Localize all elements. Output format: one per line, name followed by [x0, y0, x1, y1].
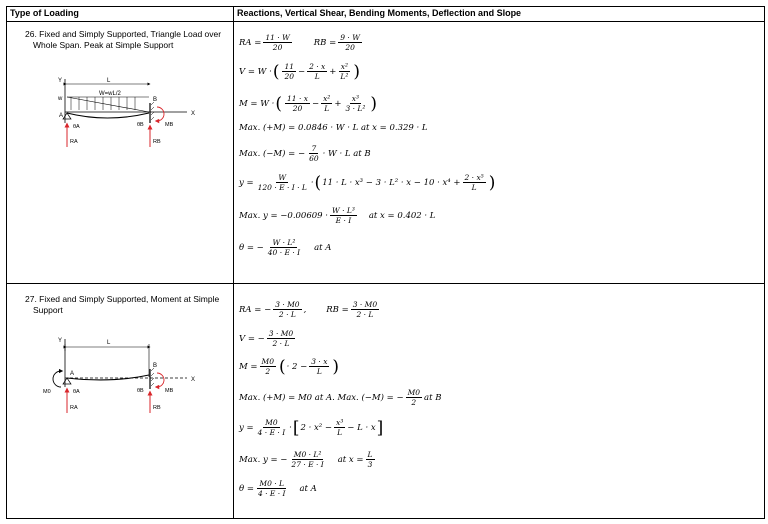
- y-lhs: y =: [239, 422, 254, 433]
- y-body: 11 · L · x³ − 3 · L² · x − 10 · x⁴ +: [322, 177, 461, 188]
- maxm-den: 2: [411, 398, 417, 407]
- maxy-mid: at x =: [337, 454, 364, 465]
- m-op2: +: [334, 98, 342, 109]
- m-lhs: M = W ·: [239, 98, 275, 109]
- rb-den: 2 · L: [356, 310, 374, 319]
- eq-max-moment: [239, 388, 441, 407]
- rb-lhs: RB =: [326, 304, 349, 315]
- ra-fraction: [273, 300, 301, 319]
- m-n2: x²: [323, 94, 331, 103]
- v-d2: L: [314, 72, 320, 81]
- theta-frac: [256, 479, 288, 498]
- m-lhs: M =: [239, 361, 258, 372]
- maxy-den: E · I: [335, 216, 352, 225]
- m-d2: L: [324, 104, 330, 113]
- ra-lhs: RA =: [239, 37, 262, 48]
- label-w: w: [58, 96, 63, 102]
- maxy-num: M0 · L²: [293, 450, 322, 459]
- label-a: A: [59, 113, 64, 119]
- label-mb: MB: [165, 388, 174, 394]
- m-frac: [260, 357, 276, 376]
- y-frac: [256, 173, 309, 192]
- maxy-num: W · L³: [331, 206, 355, 215]
- theta-num: W · L²: [272, 238, 296, 247]
- y-d2: L: [337, 428, 343, 437]
- v-d3: L²: [340, 72, 349, 81]
- maxpos-text: Max. (+M) = 0.0846 · W · L at x = 0.329 · L: [239, 123, 428, 133]
- ra-num: 3 · M0: [275, 300, 300, 309]
- case-27-title-line1: 27. Fixed and Simply Supported, Moment at Simple: [25, 294, 220, 304]
- v-n1: 11: [284, 62, 294, 71]
- theta-den: 4 · E · I: [257, 489, 286, 498]
- maxm-text: Max. (+M) = M0 at A. Max. (−M) = −: [239, 392, 404, 403]
- label-y: Y: [58, 78, 63, 84]
- label-a: A: [70, 371, 75, 377]
- header-reactions: Reactions, Vertical Shear, Bending Moments, Deflection and Slope: [237, 8, 522, 18]
- eq-moment: M = W · ( $\frac{11 \cdot x}{20}$ − $\frac{\text{x²}}{L}$ + $\frac{\text{x³}}{\text{3 · L²}}$ ): [239, 93, 378, 114]
- maxneg-den: 60: [309, 154, 319, 163]
- case-27-title: [25, 294, 219, 316]
- maxy-frac: [289, 450, 325, 469]
- eq-deflection: y = $\frac{M0}{4 \cdot E \cdot I}$ · [ 2 · x² − $\frac{\text{x³}}{L}$ − L · x ]: [239, 417, 384, 438]
- y-frac2: [334, 418, 345, 437]
- case-26-title-line2: Whole Span. Peak at Simple Support: [33, 40, 174, 50]
- label-y: Y: [58, 338, 63, 344]
- m-mid: · 2 −: [286, 361, 308, 372]
- rb-fraction: [351, 300, 379, 319]
- maxy-lhs: Max. y = −: [239, 454, 288, 465]
- m-op1: −: [311, 98, 320, 109]
- eq-slope: [239, 238, 331, 257]
- y-den: 4 · E · I: [257, 428, 286, 437]
- ra-den: 2 · L: [278, 310, 296, 319]
- maxy-frac: [330, 206, 357, 225]
- eq-max-positive-moment: [239, 123, 428, 133]
- y-b1: 2 · x² −: [300, 422, 333, 433]
- rb-den: 20: [345, 43, 355, 52]
- y-lhs: y =: [239, 177, 254, 188]
- y-n2: x³: [336, 418, 344, 427]
- m-d3: 3 · L²: [345, 104, 366, 113]
- theta-lhs: θ = −: [239, 242, 264, 253]
- eq-max-negative-moment: [239, 144, 371, 163]
- case-26-diagram: [37, 67, 207, 157]
- maxm-frac: [406, 388, 422, 407]
- case-27-title-line2: Support: [33, 305, 63, 315]
- y-b2: − L · x: [347, 422, 376, 433]
- case-26-title: [25, 29, 221, 51]
- rb-num: 9 · W: [340, 33, 360, 42]
- theta-rhs: at A: [314, 242, 332, 253]
- m-n3: x³: [351, 94, 360, 103]
- label-mb: MB: [165, 122, 174, 128]
- v-lhs: V = W ·: [239, 66, 272, 77]
- label-ra: RA: [70, 139, 78, 145]
- label-b: B: [153, 363, 158, 369]
- row-divider: [7, 283, 764, 284]
- theta-num: M0 · L: [259, 479, 284, 488]
- m-frac1: [285, 94, 310, 113]
- m-den: 2: [265, 367, 271, 376]
- theta-rhs: at A: [299, 483, 317, 494]
- label-theta-a: θA: [73, 124, 80, 130]
- m-n2: 3 · x: [311, 357, 328, 366]
- label-theta-a: θA: [73, 389, 80, 395]
- theta-frac: [266, 238, 302, 257]
- header-type-of-loading: Type of Loading: [10, 8, 79, 18]
- v-n3: x²: [340, 62, 349, 71]
- moment-mb: [157, 107, 164, 121]
- label-b: B: [153, 97, 158, 103]
- v-frac3: [338, 62, 350, 81]
- case-26-title-line1: 26. Fixed and Simply Supported, Triangle Load over: [25, 29, 222, 39]
- m-d2: L: [316, 367, 322, 376]
- ra-num: 11 · W: [265, 33, 290, 42]
- y-mid: ·: [289, 422, 292, 433]
- maxneg-num: 7: [311, 144, 317, 153]
- eq-reactions: [239, 300, 381, 319]
- m-frac2: [309, 357, 329, 376]
- label-theta-b: θB: [137, 122, 144, 128]
- m-num: M0: [261, 357, 274, 366]
- maxneg-lhs: Max. (−M) = −: [239, 148, 306, 159]
- maxy-rhs: at x = 0.402 · L: [368, 210, 436, 221]
- label-rb: RB: [153, 405, 161, 411]
- m-d1: 20: [292, 104, 303, 113]
- moment-mb: [157, 373, 164, 387]
- ra-lhs: RA = −: [239, 304, 272, 315]
- y-den: 120 · E · I · L: [257, 183, 307, 192]
- maxy-den: 27 · E · I: [291, 460, 324, 469]
- label-x: X: [191, 377, 196, 383]
- v-num: 3 · M0: [268, 329, 294, 338]
- theta-den: 40 · E · I: [267, 248, 301, 257]
- label-l: L: [107, 340, 111, 346]
- eq-reactions: [239, 33, 364, 52]
- maxneg-frac: [307, 144, 321, 163]
- eq-shear: V = W · ( $\frac{11}{20}$ − $\frac{2 \cdot x}{L}$ + $\frac{\text{x²}}{\text{L²}}$ ): [239, 61, 361, 82]
- eq-shear: [239, 329, 297, 348]
- m-n1: 11 · x: [287, 94, 308, 103]
- pin-support: [63, 378, 71, 384]
- v-n2: 2 · x: [309, 62, 326, 71]
- eq-max-deflection: [239, 450, 377, 469]
- eq-max-deflection: [239, 206, 435, 225]
- rb-lhs: RB =: [313, 37, 337, 48]
- eq-slope: [239, 479, 317, 498]
- case-27-diagram: [37, 329, 207, 419]
- label-l: L: [107, 78, 111, 84]
- label-ra: RA: [70, 405, 78, 411]
- maxy-lhs: Max. y = −0.00609 ·: [239, 210, 328, 221]
- theta-lhs: θ =: [239, 483, 254, 494]
- maxy-frac2: [366, 450, 375, 469]
- y-mid: ·: [310, 177, 314, 188]
- v-den: 2 · L: [272, 339, 290, 348]
- label-x: X: [191, 111, 196, 117]
- y-frac2: [463, 173, 486, 192]
- rb-num: 3 · M0: [352, 300, 378, 309]
- v-d1: 20: [284, 72, 294, 81]
- ra-fraction: [263, 33, 291, 52]
- maxy-d2: 3: [367, 460, 373, 469]
- v-frac: [267, 329, 295, 348]
- label-load: W=wL/2: [99, 91, 121, 97]
- label-theta-b: θB: [137, 388, 144, 394]
- y-num: W: [278, 173, 287, 182]
- moment-m0: [53, 371, 61, 387]
- label-m0: M0: [43, 389, 51, 395]
- table-header: [7, 7, 764, 22]
- deflected-beam: [67, 113, 149, 118]
- v-frac2: [307, 62, 327, 81]
- y-d2: L: [471, 183, 477, 192]
- y-num: M0: [265, 418, 278, 427]
- ra-comma: ,: [303, 304, 307, 315]
- maxm-num: M0: [407, 388, 421, 397]
- label-rb: RB: [153, 139, 161, 145]
- maxneg-rhs: · W · L at B: [322, 148, 371, 159]
- column-divider: [233, 7, 234, 518]
- m-frac2: [321, 94, 332, 113]
- v-lhs: V = −: [239, 333, 265, 344]
- y-frac: [256, 418, 288, 437]
- maxm-rhs: at B: [424, 392, 442, 403]
- triangle-load-arrows: [71, 97, 135, 110]
- m-frac3: [343, 94, 367, 113]
- maxy-n2: L: [367, 450, 373, 459]
- deflected-beam: [67, 375, 149, 380]
- formula-table: [6, 6, 765, 519]
- ra-den: 20: [272, 43, 283, 52]
- rb-fraction: [338, 33, 362, 52]
- eq-deflection: y = $\frac{W}{120 \cdot E \cdot I \cdot L}$ · ( 11 · L · x³ − 3 · L² · x − 10 · x⁴ + $\frac{\text{2 · x⁵}}{L}$ ): [239, 172, 496, 193]
- eq-moment: M = $\frac{M0}{2}$ ( · 2 − $\frac{3 \cdot x}{L}$ ): [239, 356, 340, 377]
- v-op1: −: [298, 66, 306, 77]
- y-n2: 2 · x⁵: [464, 173, 484, 182]
- v-frac1: [282, 62, 296, 81]
- v-op2: +: [329, 66, 337, 77]
